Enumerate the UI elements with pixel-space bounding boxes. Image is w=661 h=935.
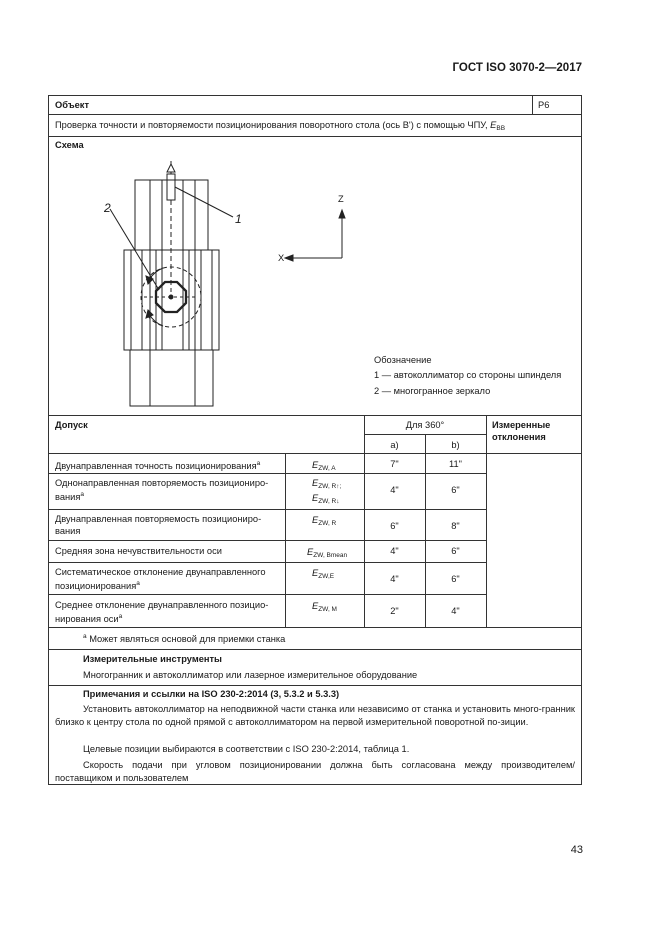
- row-value-a: 7": [390, 459, 399, 469]
- divider: [49, 627, 581, 628]
- divider: [49, 473, 486, 474]
- row-value-b: 8": [451, 521, 460, 531]
- row-value-a: 4": [390, 546, 399, 556]
- callout-1: 1: [235, 212, 242, 226]
- divider: [49, 540, 486, 541]
- divider: [486, 415, 487, 627]
- divider: [49, 509, 486, 510]
- measured-header: Измеренные отклонения: [492, 420, 551, 442]
- row-symbol: $E_{ZW, R↑;}$: [312, 478, 342, 490]
- notes-paragraph-1: Установить автоколлиматор на неподвижной части станка или независимо от станка и установить много-гранник близко к центру стола по одной прямой с автоколлиматором на первой измерительной поворотной по-зиции.: [55, 704, 575, 727]
- callout-2: 2: [104, 201, 111, 215]
- divider: [49, 453, 581, 454]
- divider: [49, 685, 581, 686]
- schema-label: Схема: [55, 140, 84, 150]
- row-name: Двунаправленная повторяемость позициониро-вания: [55, 514, 262, 536]
- legend-title: Обозначение: [374, 355, 432, 365]
- notes-label: Примечания и ссылки на ISO 230-2:2014 (3, 5.3.2 и 5.3.3): [83, 689, 340, 699]
- object-code: Р6: [538, 100, 550, 110]
- object-label: Объект: [55, 100, 90, 110]
- divider: [49, 562, 486, 563]
- axis-z-label: Z: [338, 194, 344, 204]
- page-number: 43: [570, 844, 583, 856]
- row-value-b: 4": [451, 606, 460, 616]
- row-name: Средняя зона нечувствительности оси: [55, 546, 222, 556]
- col-b-header: b): [451, 440, 460, 450]
- test-sheet: [48, 95, 582, 785]
- row-name: Систематическое отклонение двунаправленного позиционирования$^a$: [55, 567, 266, 591]
- row-value-b: 6": [451, 485, 460, 495]
- axis-x-label: X: [278, 253, 285, 263]
- row-symbol: $E_{ZW, M}$: [312, 601, 337, 613]
- row-value-b: 6": [451, 574, 460, 584]
- instruments-label: Измерительные инструменты: [83, 654, 222, 664]
- row-symbol: $E_{ZW, R}$: [312, 515, 337, 527]
- row-symbol: $E_{ZW, Bmean}$: [307, 547, 348, 559]
- row-value-a: 2": [390, 606, 399, 616]
- divider: [49, 649, 581, 650]
- row-value-a: 6": [390, 521, 399, 531]
- tolerance-label: Допуск: [55, 420, 88, 430]
- divider: [49, 594, 486, 595]
- table-footnote: $^a$ Может являться основой для приемки станка: [83, 633, 286, 644]
- notes-paragraph-3: Скорость подачи при угловом позиционировании должна быть согласована между производителем/ поставщиком и пользователем: [55, 760, 575, 783]
- for-360-header: Для 360°: [405, 420, 445, 430]
- notes-paragraph-2: Целевые позиции выбираются в соответствии с ISO 230-2:2014, таблица 1.: [83, 744, 410, 754]
- legend-item-1: 1 — автоколлиматор со стороны шпинделя: [374, 370, 562, 380]
- legend-item-2: 2 — многогранное зеркало: [374, 386, 491, 396]
- row-value-a: 4": [390, 574, 399, 584]
- row-symbol: $E_{ZW, A}$: [312, 460, 336, 472]
- col-a-header: а): [390, 440, 399, 450]
- row-symbol-2: $E_{ZW, R↓}$: [312, 493, 340, 505]
- schema-diagram: [49, 96, 581, 416]
- row-value-b: 11": [449, 459, 462, 469]
- row-value-a: 4": [390, 485, 399, 495]
- row-symbol: $E_{ZW,E}$: [312, 568, 335, 580]
- row-name: Среднее отклонение двунаправленного позицио-нирования оси$^a$: [55, 600, 269, 624]
- row-name: Однонаправленная повторяемость позициониро-вания$^a$: [55, 478, 269, 502]
- divider: [49, 415, 581, 416]
- object-description: Проверка точности и повторяемости позиционирования поворотного стола (ось В') с помощью ЧПУ, $E_{BB}$: [55, 120, 506, 132]
- document-id: ГОСТ ISO 3070-2—2017: [452, 62, 582, 74]
- row-name: Двунаправленная точность позиционирования$^a$: [55, 460, 261, 471]
- instruments-text: Многогранник и автоколлиматор или лазерное измерительное оборудование: [83, 670, 418, 680]
- row-value-b: 6": [451, 546, 460, 556]
